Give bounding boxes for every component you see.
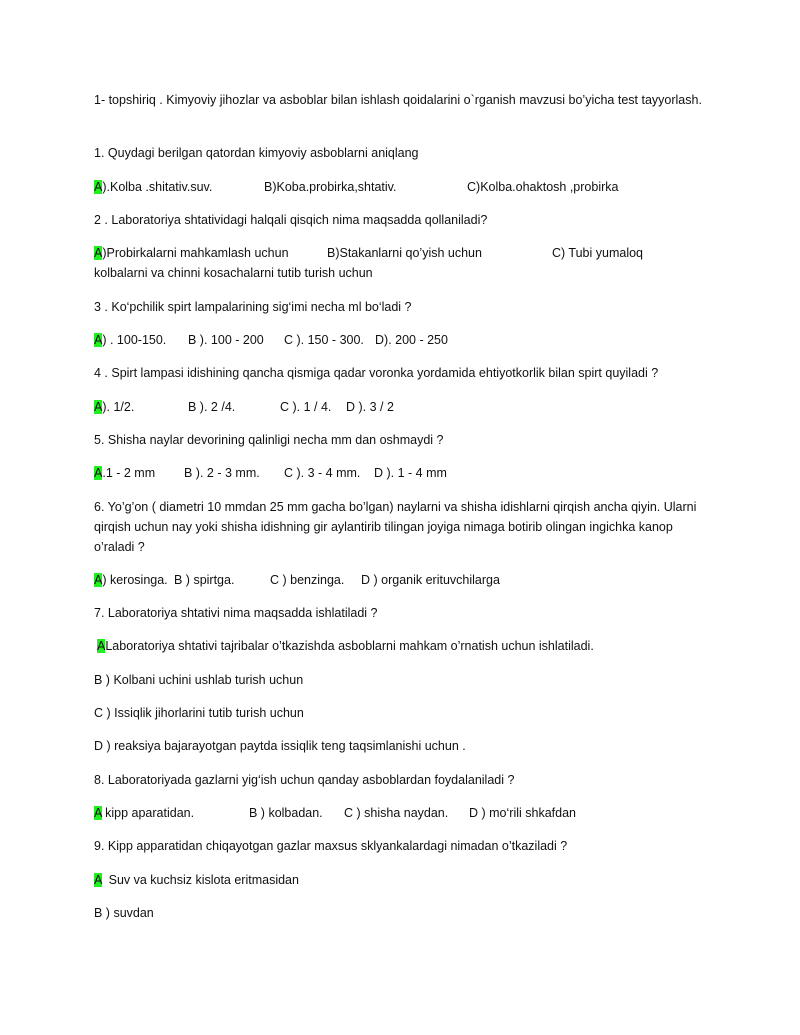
option-a: ) kerosinga. [102, 573, 168, 587]
answers-6 [94, 570, 714, 590]
option-d: D). 200 - 250 [375, 333, 448, 347]
question-4: 4 . Spirt lampasi idishining qancha qismiga qadar voronka yordamida ehtiyotkorlik bilan spirt quyiladi ? [94, 366, 659, 380]
option-d: D ) organik erituvchilarga [361, 573, 500, 587]
option-c: C)Kolba.ohaktosh ,probirka [467, 180, 619, 194]
option-a: Laboratoriya shtativi tajribalar o’tkazishda asboblarni mahkam o’rnatish uchun ishlatiladi. [105, 639, 594, 653]
option-a: )Probirkalarni mahkamlash uchun [102, 246, 289, 260]
option-d: D ). 1 - 4 mm [374, 466, 447, 480]
option-c: C ) shisha naydan. [344, 806, 449, 820]
answer-marker: A [94, 873, 102, 887]
question-7: 7. Laboratoriya shtativi nima maqsadda ishlatiladi ? [94, 606, 378, 620]
option-c-continued: kolbalarni va chinni kosachalarni tutib turish uchun [94, 266, 373, 280]
answers-5 [94, 463, 714, 483]
option-a: Suv va kuchsiz kislota eritmasidan [101, 873, 299, 887]
intro-text: 1- topshiriq . Kimyoviy jihozlar va asboblar bilan ishlash qoidalarini o`rganish mavzusi bo’yicha test tayyorlash. [94, 93, 702, 107]
question-9: 9. Kipp apparatidan chiqayotgan gazlar maxsus sklyankalardagi nimadan o’tkaziladi ? [94, 839, 568, 853]
option-c: C ) benzinga. [270, 573, 345, 587]
answer-marker: A [94, 333, 103, 347]
question-3: 3 . Ko‘pchilik spirt lampalarining sig‘imi necha ml bo‘ladi ? [94, 300, 412, 314]
question-1: 1. Quydagi berilgan qatordan kimyoviy asboblarni aniqlang [94, 146, 419, 160]
option-b: B)Stakanlarni qo’yish uchun [327, 246, 482, 260]
option-a: kipp aparatidan. [101, 806, 195, 820]
option-b: B)Koba.probirka,shtativ. [264, 180, 397, 194]
option-c: C ). 150 - 300. [284, 333, 364, 347]
answers-2 [94, 243, 714, 263]
option-b: B ). 2 /4. [188, 400, 236, 414]
option-d: D ). 3 / 2 [346, 400, 394, 414]
answers-4 [94, 397, 714, 417]
answer-7b: B ) Kolbani uchini ushlab turish uchun [94, 673, 304, 687]
answer-7a [97, 636, 717, 656]
option-c: C) Tubi yumaloq [552, 246, 644, 260]
answer-marker: A [94, 246, 103, 260]
option-b: B ). 100 - 200 [188, 333, 264, 347]
question-5: 5. Shisha naylar devorining qalinligi necha mm dan oshmaydi ? [94, 433, 444, 447]
answers-3 [94, 330, 714, 350]
answer-marker: A [94, 573, 103, 587]
question-8: 8. Laboratoriyada gazlarni yig‘ish uchun qanday asboblardan foydalaniladi ? [94, 773, 515, 787]
answer-marker: A [94, 466, 103, 480]
option-a: ).Kolba .shitativ.suv. [102, 180, 213, 194]
answer-marker: A [94, 400, 103, 414]
answer-marker: A [97, 639, 106, 653]
answer-9a [94, 870, 714, 890]
answer-marker: A [94, 180, 103, 194]
answer-marker: A [94, 806, 102, 820]
option-a: .1 - 2 mm [102, 466, 156, 480]
option-b: B ) kolbadan. [249, 806, 323, 820]
option-b: B ). 2 - 3 mm. [184, 466, 260, 480]
answers-1 [94, 177, 714, 197]
answer-9b: B ) suvdan [94, 906, 154, 920]
question-6: 6. Yo’g’on ( diametri 10 mmdan 25 mm gacha bo’lgan) naylarni va shisha idishlarni qirqish ancha qiyin. Ularni qirqish uchun nay yoki shisha idishning gir aylantirib tilingan joyiga nimaga botirib olingan ingichka kanop o’raladi ? [94, 500, 697, 554]
answers-8 [94, 803, 714, 823]
option-c: C ). 3 - 4 mm. [284, 466, 361, 480]
answer-7c: C ) Issiqlik jihorlarini tutib turish uchun [94, 706, 304, 720]
question-2: 2 . Laboratoriya shtatividagi halqali qisqich nima maqsadda qollaniladi? [94, 213, 488, 227]
option-c: C ). 1 / 4. [280, 400, 332, 414]
option-d: D ) mo‘rili shkafdan [469, 806, 576, 820]
option-a: ) . 100-150. [102, 333, 167, 347]
option-a: ). 1/2. [102, 400, 135, 414]
answer-7d: D ) reaksiya bajarayotgan paytda issiqlik teng taqsimlanishi uchun . [94, 739, 466, 753]
option-b: B ) spirtga. [174, 573, 235, 587]
